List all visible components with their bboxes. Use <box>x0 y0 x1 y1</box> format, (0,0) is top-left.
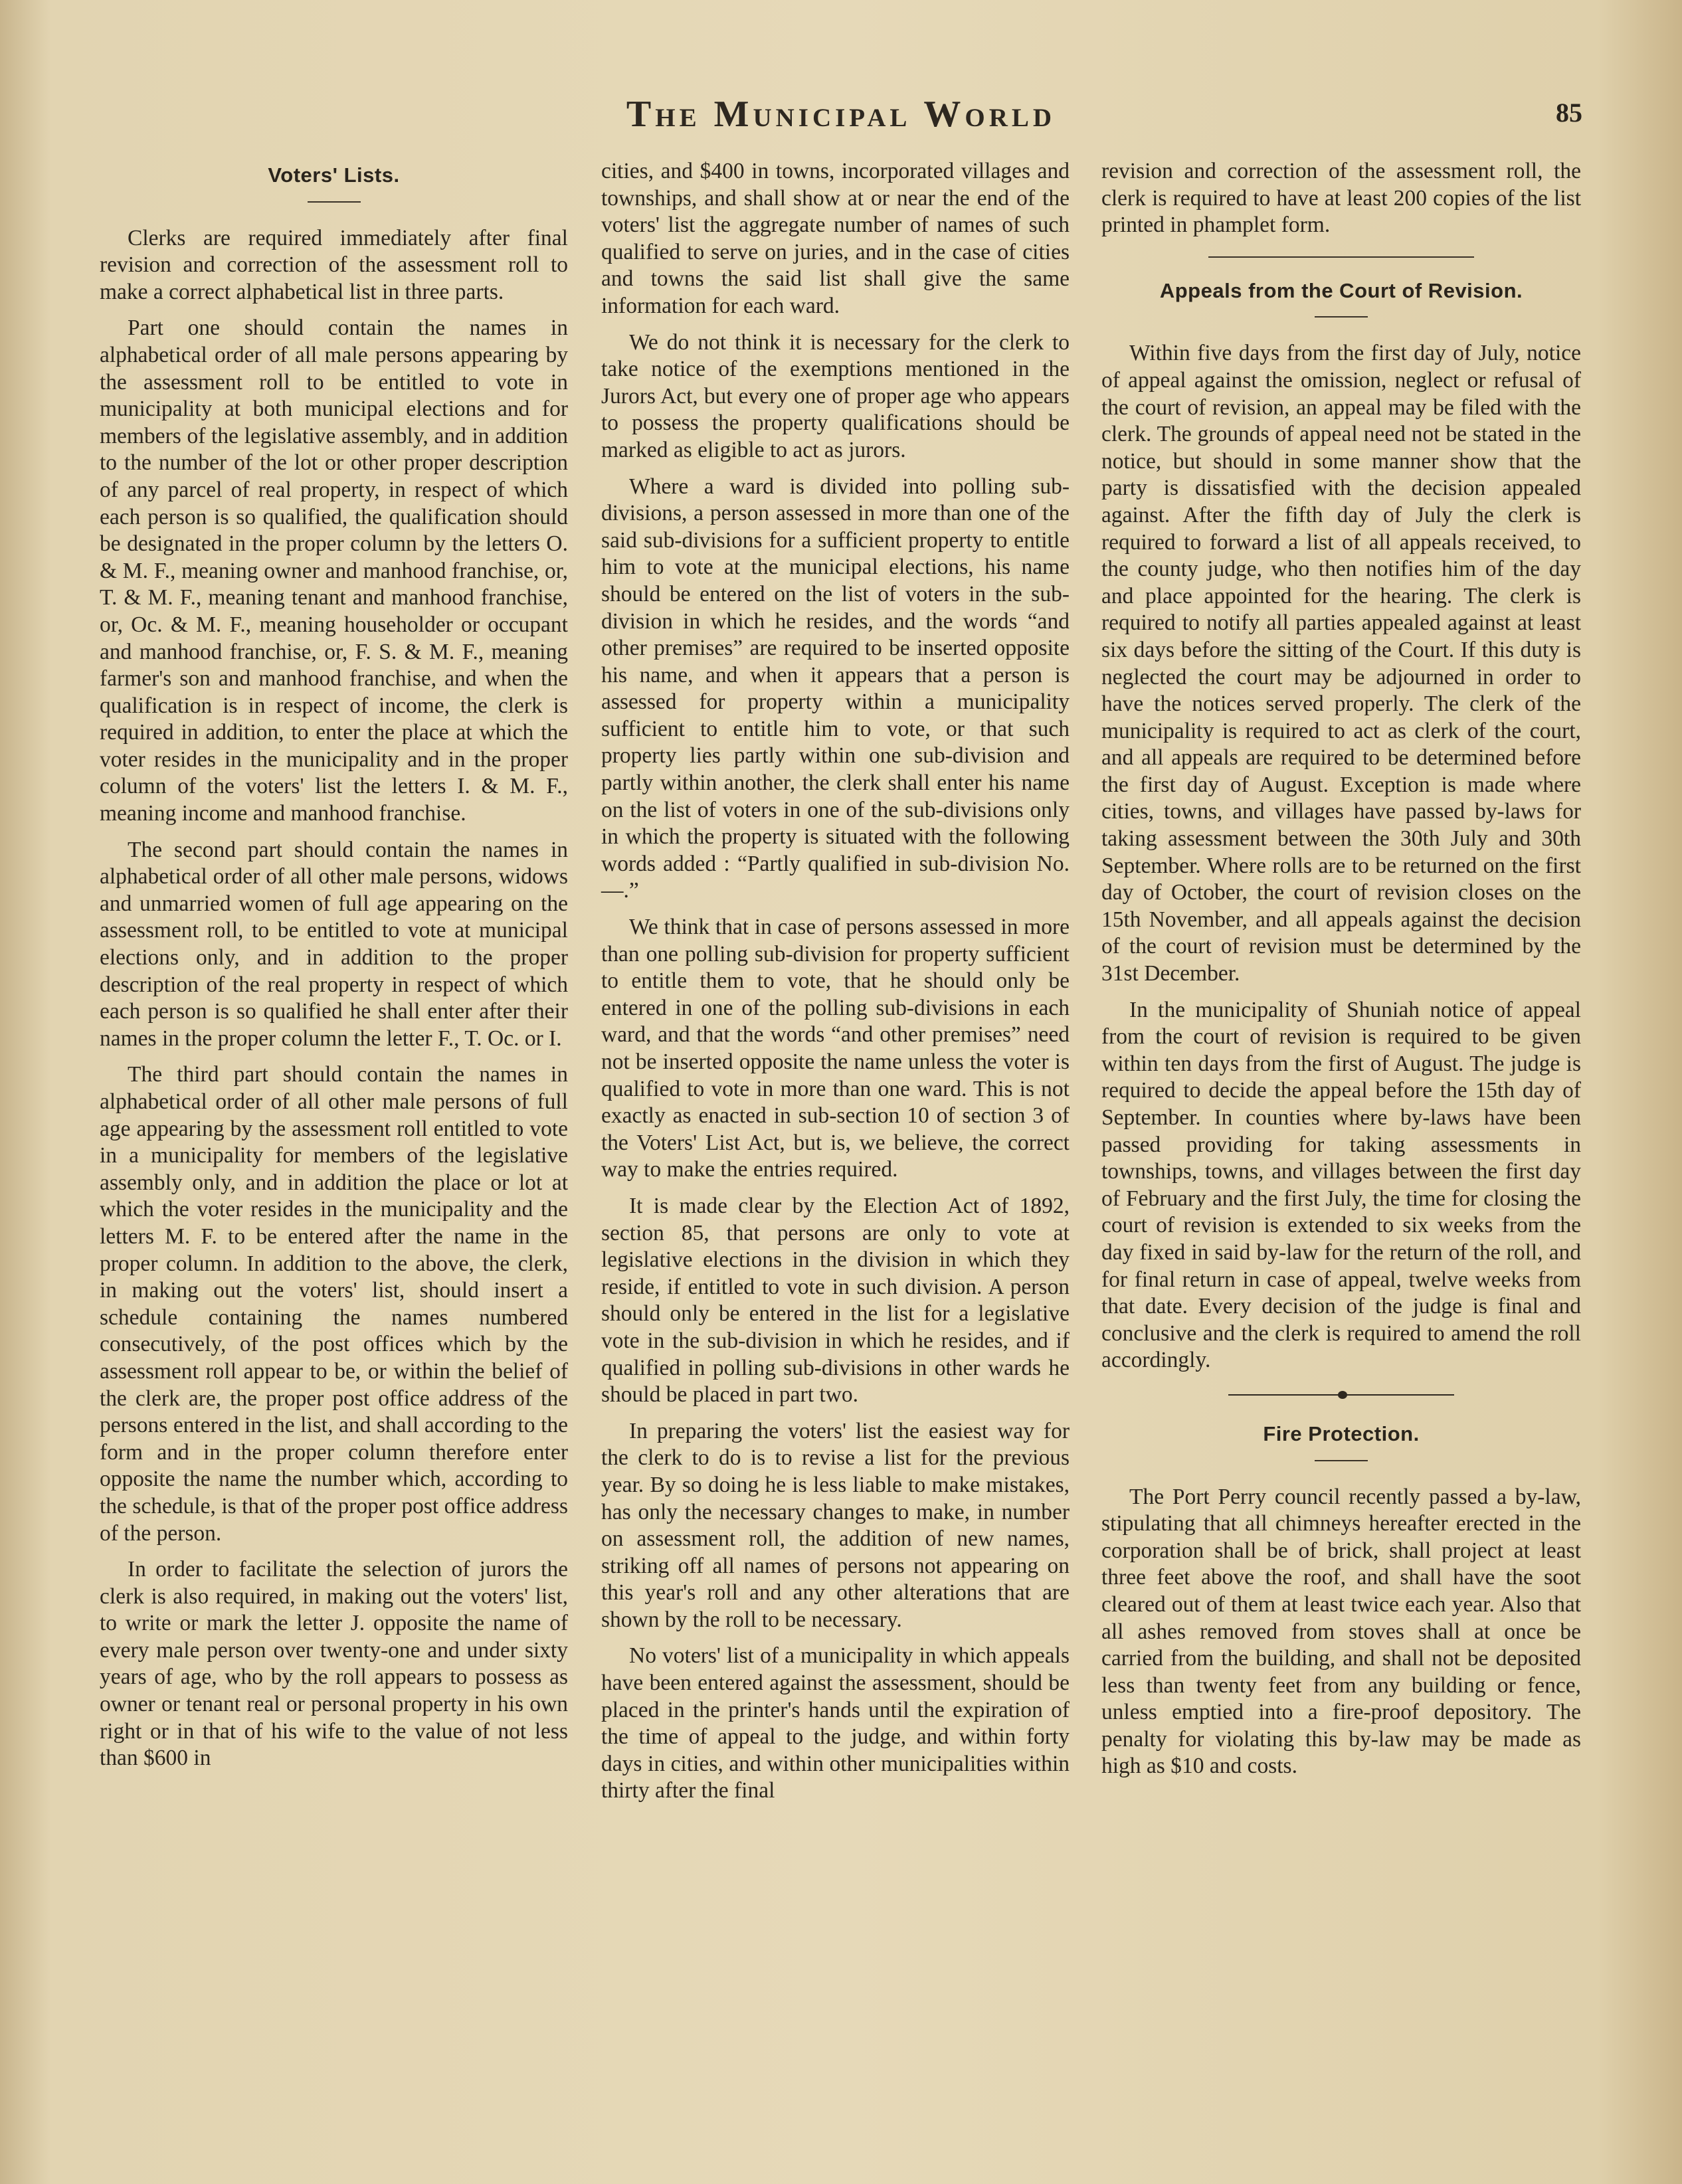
section-heading-fire-protection: Fire Protection. <box>1263 1421 1420 1445</box>
article-paragraph: In order to facilitate the selection of jurors the clerk is also required, in making out the voters' list, to write or mark the letter J. opposite the name of every male person over twenty-one and under sixty years of age, who by the roll appears to possess as owner or tenant real or personal property in his own right or in that of his wife to the value of not less than $600 in <box>100 1557 568 1771</box>
column-1 <box>100 158 568 1781</box>
article-paragraph: revision and correction of the assessment roll, the clerk is required to have at least 200 copies of the list printed in phamplet form. <box>1101 159 1581 238</box>
article-paragraph: Clerks are required immediately after final revision and correction of the assessment roll to make a correct alphabetical list in three parts. <box>100 225 568 304</box>
article-paragraph: The Port Perry council recently passed a by-law, stipulating that all chimneys hereafter erected in the corporation shall be of brick, shall project at least three feet above the roof, and shall have the soot cleared out of them at least twice each year. Also that all ashes removed from stoves shall at once be carried from the building, and shall not be deposited less than twenty feet from any building or fence, unless emptied into a fire-proof depository. The penalty for violating this by-law may be made as high as $10 and costs. <box>1101 1484 1581 1779</box>
article-paragraph: cities, and $400 in towns, incorporated villages and townships, and shall show at or near the end of the voters' list the aggregate number of names of such qualified to serve on juries, and in the case of cities and towns the said list shall give the same information for each ward. <box>601 159 1070 318</box>
article-paragraph: Within five days from the first day of July, notice of appeal against the omission, neglect or refusal of the court of revision, an appeal may be filed with the clerk. The grounds of appeal need not be stated in the notice, but should in some manner show that the party is dissatisfied with the decision appealed against. After the fifth day of July the clerk is required to forward a list of all appeals received, to the county judge, who then notifies him of the day and place appointed for the hearing. The clerk is required to notify all parties appealed against at least six days before the sitting of the Court. If this duty is neglected the court may be adjourned in order to have the notices served properly. The clerk of the municipality is required to act as clerk of the court, and all appeals are required to be determined before the first day of August. Exception is made where cities, towns, and villages have passed by-laws for taking assessment between the 30th July and 30th September. Where rolls are to be returned on the first day of October, the court of revision closes on the 15th November, and all appeals against the decision of the court of revision must be determined by the 31st December. <box>1101 341 1581 986</box>
article-paragraph: The second part should contain the names in alphabetical order of all other male persons, widows and unmarried women of full age appearing on the assessment roll, to be entitled to vote at municipal elections only, and in addition to the proper description of the real property in respect of which each person is so qualified he shall enter after their names in the proper column the letter F., T. Oc. or I. <box>100 837 568 1051</box>
article-paragraph: The third part should contain the names in alphabetical order of all other male persons of full age appearing by the assessment roll entitled to vote in a municipality for members of the legislative assembly only, and in addition the place or lot at which the voter resides in the municipality and the letters M. F. to be entered after the name in the proper column. In addition to the above, the clerk, in making out the voters' list, should insert a schedule containing the names numbered consecutively, of the post offices which by the assessment roll appear to be, or within the belief of the clerk are, the proper post office address of the persons entered in the list, and shall according to the form and in the proper column therefore enter opposite the name the number which, according to the schedule, is that of the proper post office address of the person. <box>100 1062 568 1546</box>
masthead-title: The Municipal World <box>626 94 1056 135</box>
section-heading-appeals: Appeals from the Court of Revision. <box>1159 278 1523 302</box>
heading-rule <box>1315 1460 1368 1461</box>
section-heading-voters-lists: Voters' Lists. <box>268 163 400 187</box>
page-header <box>0 93 1682 139</box>
heading-rule <box>308 201 361 203</box>
article-paragraph: No voters' list of a municipality in which appeals have been entered against the assessment, should be placed in the printer's hands until the expiration of the time of appeal to the judge, and within forty days in cities, and within other municipalities within thirty after the final <box>601 1643 1070 1803</box>
column-2 <box>601 158 1070 1814</box>
column-3 <box>1101 158 1581 1789</box>
article-paragraph: We do not think it is necessary for the clerk to take notice of the exemptions mentioned in the Jurors Act, but every one of proper age who appears to possess the property qualifications should be marked as eligible to act as jurors. <box>601 329 1070 462</box>
article-paragraph: Part one should contain the names in alphabetical order of all male persons appearing by the assessment roll to be entitled to vote in municipality at both municipal elections and for members of the legislative assembly, and in addition to the number of the lot or other proper description of any parcel of real property, in respect of which each person is so qualified, the qualification should be designated in the proper column by the letters O. & M. F., meaning owner and manhood franchise, or, T. & M. F., meaning tenant and manhood franchise, or, Oc. & M. F., meaning householder or occupant and manhood franchise, or, F. S. & M. F., meaning farmer's son and manhood franchise, and when the qualification is in respect of income, the clerk is required in addition, to enter the place at which the voter resides in the municipality and in the proper column of the voters' list the letters I. & M. F., meaning income and manhood franchise. <box>100 316 568 826</box>
section-divider <box>1208 256 1474 258</box>
ornamental-divider <box>1228 1393 1454 1397</box>
page-number: 85 <box>1556 98 1582 128</box>
heading-rule <box>1315 316 1368 318</box>
article-paragraph: In the municipality of Shuniah notice of appeal from the court of revision is required to be given within ten days from the first of August. The judge is required to decide the appeal before the 15th day of September. In counties where by-laws have been passed providing for taking assessments in townships, towns, and villages between the first day of February and the first July, the time for closing the court of revision is extended to six weeks from the day fixed in said by-law for the return of the roll, and for final return in case of appeal, twelve weeks from that date. Every decision of the judge is final and conclusive and the clerk is required to amend the roll accordingly. <box>1101 997 1581 1373</box>
article-paragraph: It is made clear by the Election Act of 1892, section 85, that persons are only to vote at legislative elections in the division in which they reside, if entitled to vote in such division. A person should only be entered in the list for a legislative vote in the sub-division in which he resides, and if qualified in polling sub-divisions in other wards he should be placed in part two. <box>601 1193 1070 1408</box>
article-paragraph: Where a ward is divided into polling sub-divisions, a person assessed in more than one of the said sub-divisions for a sufficient property to entitle him to vote at the municipal elections, his name should be entered on the list of voters in the sub-division in which he resides, and the words “and other premises” are required to be inserted opposite his name, and when it appears that a person is assessed for property within a municipality sufficient to entitle him to vote, or that such property lies partly within one sub-division and partly within another, the clerk shall enter his name on the list of voters in one of the sub-divisions only in which the property is situated with the following words added : “Partly qualified in sub-division No. —.” <box>601 474 1070 903</box>
article-paragraph: In preparing the voters' list the easiest way for the clerk to do is to revise a list for the previous year. By so doing he is less liable to make mistakes, has only the necessary changes to make, in number on assessment roll, the addition of new names, striking off all names of persons not appearing on this year's roll and any other alterations that are shown by the roll to be necessary. <box>601 1418 1070 1632</box>
article-paragraph: We think that in case of persons assessed in more than one polling sub-division for property sufficient to entitle them to vote, that he should only be entered in one of the polling sub-divisions in each ward, and that the words “and other premises” need not be inserted opposite the name unless the voter is qualified to vote in more than one ward. This is not exactly as enacted in sub-section 10 of section 3 of the Voters' List Act, but is, we believe, the correct way to make the entries required. <box>601 915 1070 1182</box>
